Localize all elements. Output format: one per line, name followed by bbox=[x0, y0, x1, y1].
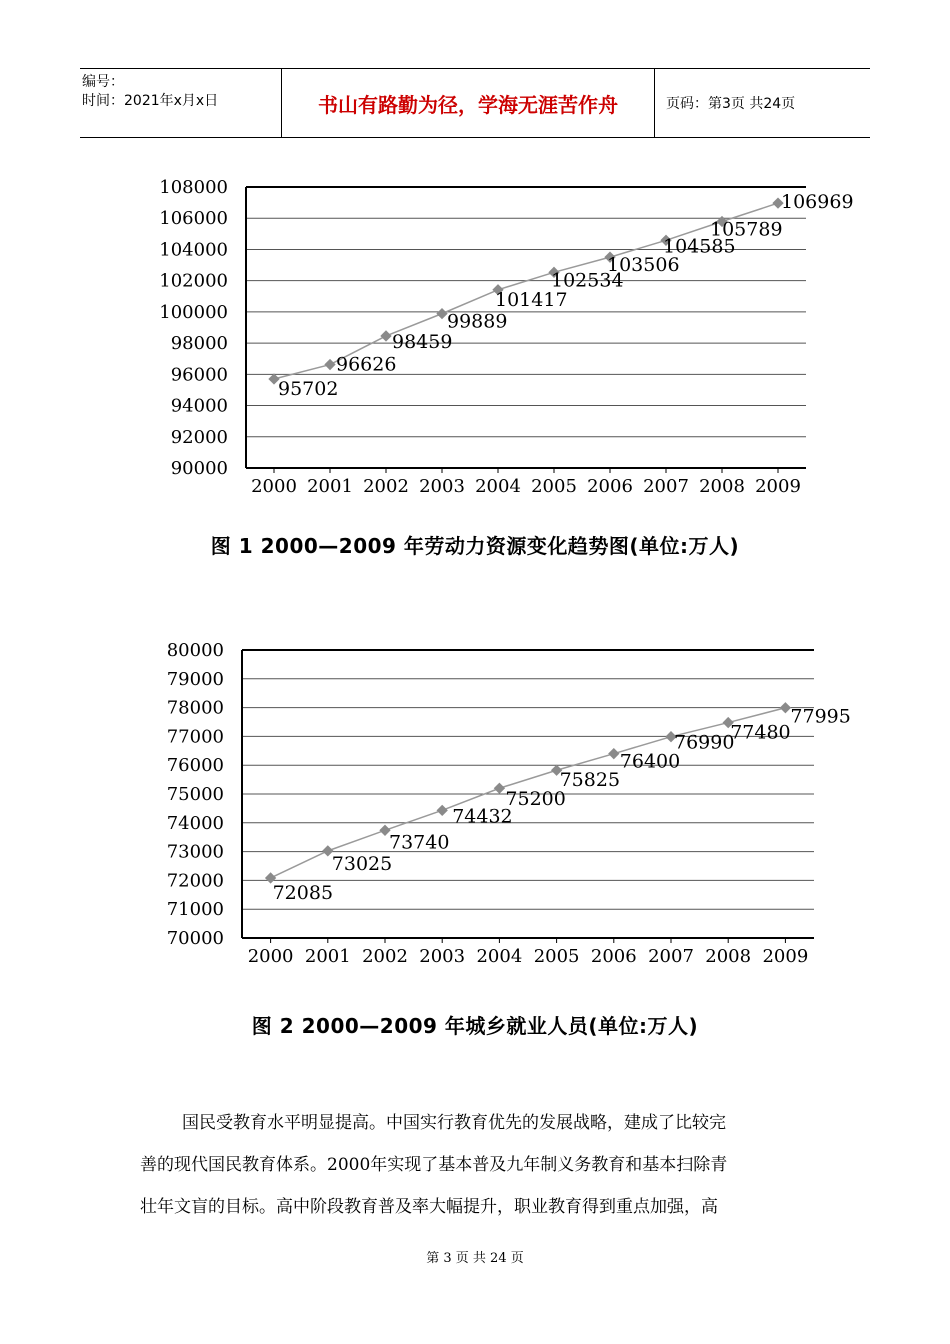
serial-label: 编号： bbox=[82, 74, 124, 90]
data-label: 77995 bbox=[790, 705, 851, 728]
data-point-marker bbox=[608, 748, 619, 759]
data-point-marker bbox=[380, 330, 391, 341]
employment-chart bbox=[0, 628, 950, 982]
paragraph-line: 国民受教育水平明显提高。中国实行教育优先的发展战略，建成了比较完 bbox=[182, 1113, 726, 1133]
data-label: 104585 bbox=[663, 235, 736, 258]
figure-2-caption: 图 2 2000—2009 年城乡就业人员(单位:万人) bbox=[251, 1014, 699, 1038]
x-tick-label: 2000 bbox=[247, 946, 294, 967]
y-tick-label: 90000 bbox=[170, 458, 228, 479]
x-tick-label: 2005 bbox=[533, 946, 580, 967]
y-tick-label: 106000 bbox=[159, 208, 228, 230]
y-tick-label: 70000 bbox=[166, 928, 224, 949]
y-tick-label: 108000 bbox=[159, 177, 228, 198]
paragraph-line: 善的现代国民教育体系。2000年实现了基本普及九年制义务教育和基本扫除青 bbox=[140, 1155, 728, 1175]
y-tick-label: 72000 bbox=[166, 870, 224, 892]
employment-chart-svg bbox=[0, 628, 950, 978]
y-tick-label: 96000 bbox=[170, 364, 228, 386]
data-label: 106969 bbox=[781, 191, 854, 214]
x-tick-label: 2006 bbox=[590, 946, 637, 967]
figure-1-caption: 图 1 2000—2009 年劳动力资源变化趋势图(单位:万人) bbox=[210, 534, 740, 558]
data-label: 76400 bbox=[619, 750, 681, 773]
data-label: 75200 bbox=[505, 788, 566, 811]
x-tick-label: 2002 bbox=[363, 476, 409, 497]
x-tick-label: 2008 bbox=[705, 946, 752, 967]
labor-resources-chart-svg bbox=[0, 170, 950, 510]
data-label: 99889 bbox=[447, 310, 508, 333]
y-tick-label: 79000 bbox=[166, 668, 224, 690]
paragraph-line: 壮年文盲的目标。高中阶段教育普及率大幅提升，职业教育得到重点加强，高 bbox=[140, 1197, 718, 1217]
x-tick-label: 2001 bbox=[307, 476, 353, 497]
x-tick-label: 2004 bbox=[476, 946, 523, 967]
data-label: 103506 bbox=[607, 254, 680, 277]
page-header bbox=[80, 68, 870, 138]
y-tick-label: 77000 bbox=[166, 726, 224, 748]
data-point-marker bbox=[324, 359, 335, 370]
y-tick-label: 73000 bbox=[166, 841, 224, 863]
data-point-marker bbox=[780, 702, 791, 713]
x-tick-label: 2005 bbox=[531, 476, 577, 497]
y-tick-label: 102000 bbox=[159, 270, 228, 292]
data-label: 72085 bbox=[272, 881, 334, 904]
data-label: 76990 bbox=[674, 731, 735, 754]
labor-resources-chart bbox=[0, 170, 950, 514]
data-label: 73740 bbox=[389, 831, 450, 854]
date-label: 时间：2021年x月x日 bbox=[82, 93, 219, 109]
x-tick-label: 2007 bbox=[648, 946, 694, 967]
data-label: 102534 bbox=[551, 269, 624, 292]
data-label: 74432 bbox=[452, 805, 513, 828]
data-label: 75825 bbox=[559, 769, 621, 792]
x-tick-label: 2003 bbox=[419, 476, 465, 497]
data-point-marker bbox=[437, 805, 448, 816]
data-label: 77480 bbox=[730, 721, 791, 744]
data-label: 73025 bbox=[331, 852, 393, 875]
x-tick-label: 2009 bbox=[755, 476, 801, 497]
x-tick-label: 2001 bbox=[304, 946, 351, 967]
y-tick-label: 98000 bbox=[170, 333, 228, 355]
y-tick-label: 104000 bbox=[159, 239, 228, 261]
x-tick-label: 2008 bbox=[699, 476, 745, 497]
body-paragraph bbox=[140, 1102, 820, 1228]
y-tick-label: 78000 bbox=[166, 697, 224, 719]
data-label: 95702 bbox=[278, 377, 339, 400]
y-tick-label: 94000 bbox=[170, 395, 228, 417]
data-label: 98459 bbox=[392, 330, 453, 353]
y-tick-label: 75000 bbox=[166, 784, 224, 805]
y-tick-label: 74000 bbox=[166, 812, 224, 834]
x-tick-label: 2007 bbox=[643, 476, 689, 497]
data-label: 101417 bbox=[495, 288, 568, 311]
x-tick-label: 2000 bbox=[251, 476, 297, 497]
y-tick-label: 92000 bbox=[170, 426, 228, 448]
x-tick-label: 2002 bbox=[362, 946, 408, 967]
data-label: 96626 bbox=[336, 353, 397, 376]
x-tick-label: 2003 bbox=[419, 946, 466, 967]
y-tick-label: 80000 bbox=[166, 640, 224, 661]
header-meta bbox=[80, 69, 280, 137]
header-page-number: 页码：第3页 共24页 bbox=[666, 96, 796, 112]
y-tick-label: 100000 bbox=[159, 301, 228, 323]
data-point-marker bbox=[436, 308, 447, 319]
y-tick-label: 71000 bbox=[166, 899, 224, 921]
data-label: 105789 bbox=[710, 218, 783, 241]
x-tick-label: 2004 bbox=[475, 476, 521, 497]
header-motto: 书山有路勤为径，学海无涯苦作舟 bbox=[281, 69, 655, 137]
x-tick-label: 2006 bbox=[587, 476, 633, 497]
data-point-marker bbox=[494, 783, 505, 794]
y-tick-label: 76000 bbox=[166, 755, 224, 777]
page-footer: 第 3 页 共 24 页 bbox=[426, 1251, 524, 1266]
x-tick-label: 2009 bbox=[762, 946, 809, 967]
